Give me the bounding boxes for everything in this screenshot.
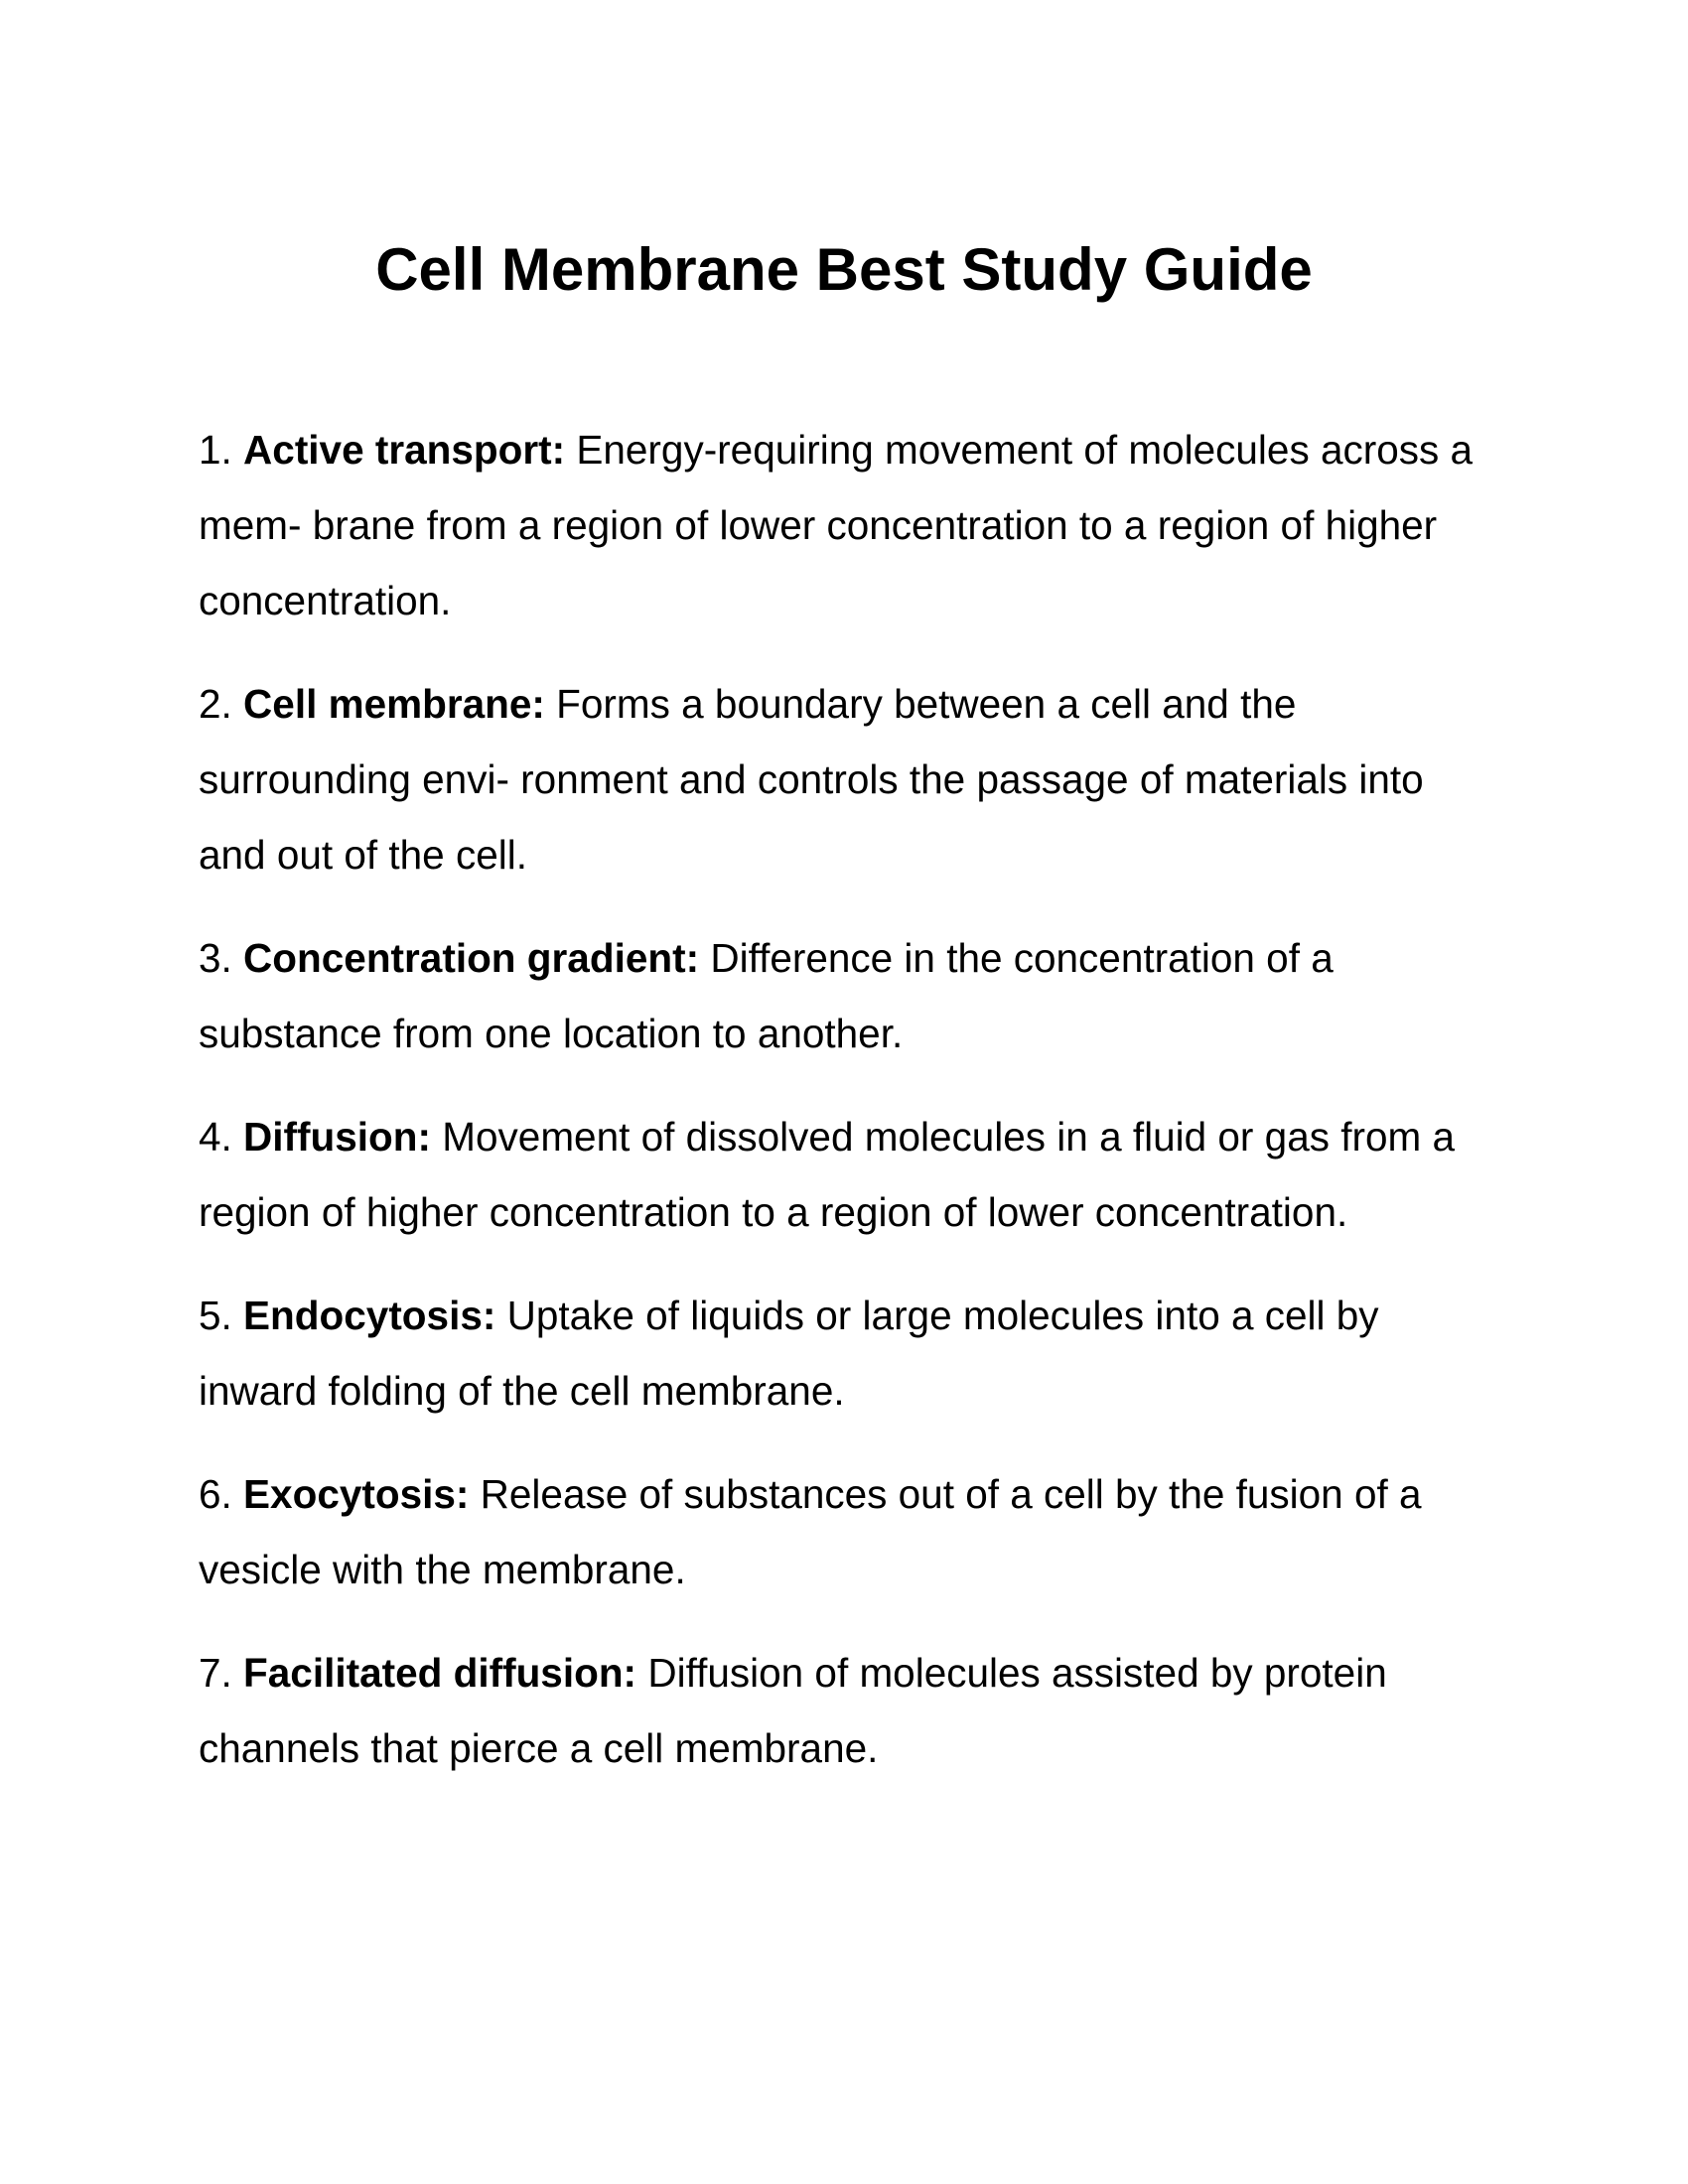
glossary-item xyxy=(199,1099,1489,1250)
term-definition: Release of substances out of a cell by the fusion of a vesicle with the membrane. xyxy=(199,1471,1422,1592)
item-number: 6. xyxy=(199,1471,232,1517)
glossary-item xyxy=(199,666,1489,892)
item-number: 1. xyxy=(199,427,232,473)
term-definition: Movement of dissolved molecules in a fluid or gas from a region of higher concentration to a region of lower concentration. xyxy=(199,1114,1455,1235)
term-name: Diffusion: xyxy=(243,1114,432,1160)
term-definition: Diffusion of molecules assisted by protein channels that pierce a cell membrane. xyxy=(199,1650,1387,1771)
item-number: 7. xyxy=(199,1650,232,1696)
item-number: 5. xyxy=(199,1293,232,1338)
term-definition: Difference in the concentration of a substance from one location to another. xyxy=(199,935,1334,1056)
glossary-item xyxy=(199,412,1489,638)
term-definition: Uptake of liquids or large molecules into a cell by inward folding of the cell membrane. xyxy=(199,1293,1379,1414)
document-title: Cell Membrane Best Study Guide xyxy=(375,236,1313,303)
term-name: Active transport: xyxy=(243,427,566,473)
term-definition: Energy-requiring movement of molecules across a mem- brane from a region of lower concentration to a region of higher concentration. xyxy=(199,427,1474,623)
glossary-item xyxy=(199,920,1489,1071)
glossary-item xyxy=(199,1456,1489,1607)
term-definition: Forms a boundary between a cell and the surrounding envi- ronment and controls the passage of materials into and out of the cell. xyxy=(199,681,1424,878)
item-number: 2. xyxy=(199,681,232,727)
item-number: 3. xyxy=(199,935,232,981)
term-name: Facilitated diffusion: xyxy=(243,1650,637,1696)
glossary-item xyxy=(199,1635,1489,1786)
term-name: Endocytosis: xyxy=(243,1293,496,1338)
term-name: Concentration gradient: xyxy=(243,935,700,981)
term-name: Exocytosis: xyxy=(243,1471,470,1517)
term-name: Cell membrane: xyxy=(243,681,545,727)
item-number: 4. xyxy=(199,1114,232,1160)
glossary-list xyxy=(199,412,1489,1814)
glossary-item xyxy=(199,1278,1489,1429)
